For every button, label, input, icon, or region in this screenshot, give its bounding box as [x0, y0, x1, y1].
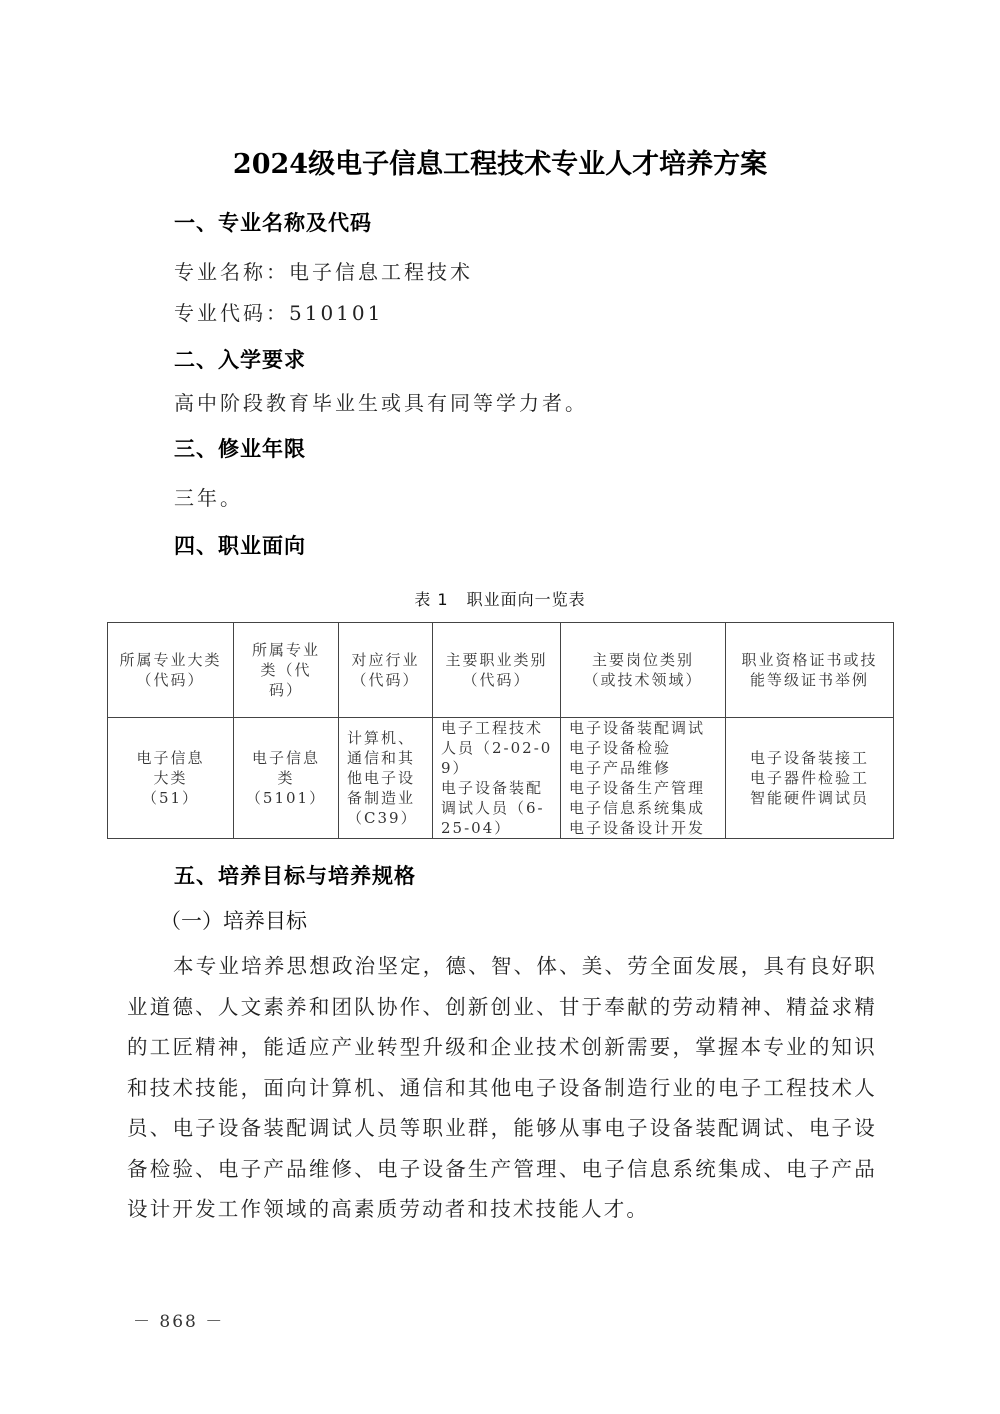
- table-cell: [108, 718, 234, 839]
- table-cell: [561, 718, 726, 839]
- cell-line: 电子设备设计开发: [569, 819, 706, 837]
- table-cell: [433, 718, 561, 839]
- header-line: 所属专业: [251, 641, 320, 659]
- cell-line: 通信和其: [347, 749, 416, 767]
- cell-line: 电子设备生产管理: [569, 779, 706, 797]
- section-4-heading: 四、职业面向: [174, 534, 306, 558]
- cell-line: 人员（2-02-0: [441, 739, 553, 757]
- section-2-heading: 二、入学要求: [174, 348, 306, 372]
- major-name-label: 专业名称：: [174, 260, 289, 284]
- header-line: 主要岗位类别: [591, 651, 694, 669]
- table-caption-number: 表 1: [414, 590, 449, 609]
- header-line: （代码）: [136, 671, 205, 689]
- header-cell: [108, 623, 234, 718]
- cell-line: 智能硬件调试员: [749, 789, 869, 807]
- table-cell: [339, 718, 433, 839]
- cell-line: 类: [277, 769, 295, 787]
- header-line: 码）: [268, 681, 303, 699]
- training-objective-paragraph: 本专业培养思想政治坚定，德、智、体、美、劳全面发展，具有良好职业道德、人文素养和团队协作、创新创业、甘于奉献的劳动精神、精益求精的工匠精神，能适应产业转型升级和企业技术创新需要，掌握本专业的知识和技术技能，面向计算机、通信和其他电子设备制造行业的电子工程技术人员、电子设备装配调试人员等职业群，能够从事电子设备装配调试、电子设备检验、电子产品维修、电子设备生产管理、电子信息系统集成、电子产品设计开发工作领域的高素质劳动者和技术技能人才。: [127, 954, 877, 1221]
- header-cell: [433, 623, 561, 718]
- header-line: 主要职业类别: [445, 651, 548, 669]
- cell-line: 9）: [441, 759, 470, 777]
- header-line: 所属专业大类: [119, 651, 222, 669]
- cell-line: （5101）: [245, 789, 327, 807]
- cell-line: （C39）: [347, 809, 418, 827]
- major-name-line: [174, 256, 473, 285]
- header-line: 类（代: [260, 661, 312, 679]
- cell-line: 电子产品维修: [569, 759, 672, 777]
- header-line: 能等级证书举例: [749, 671, 869, 689]
- table-header-row: [108, 623, 894, 718]
- cell-line: 电子设备装配: [441, 779, 544, 797]
- table-cell: [234, 718, 339, 839]
- table-caption-title: 职业面向一览表: [466, 590, 586, 609]
- table-caption: [0, 587, 1000, 610]
- header-line: （代码）: [351, 671, 420, 689]
- header-cell: [726, 623, 894, 718]
- header-line: 对应行业: [351, 651, 420, 669]
- cell-line: 电子设备装配调试: [569, 719, 706, 737]
- cell-line: 电子信息: [251, 749, 320, 767]
- section-3-heading: 三、修业年限: [174, 437, 306, 461]
- cell-line: 大类: [153, 769, 188, 787]
- cell-line: 他电子设: [347, 769, 416, 787]
- cell-line: （51）: [141, 789, 200, 807]
- header-line: 职业资格证书或技: [741, 651, 878, 669]
- header-cell: [561, 623, 726, 718]
- cell-line: 调试人员（6-: [441, 799, 545, 817]
- header-cell: [234, 623, 339, 718]
- cell-line: 电子信息系统集成: [569, 799, 706, 817]
- cell-line: 电子工程技术: [441, 719, 544, 737]
- study-duration: 三年。: [174, 486, 243, 510]
- cell-line: 电子器件检验工: [749, 769, 869, 787]
- cell-line: 25-04）: [441, 819, 512, 837]
- cell-line: 计算机、: [347, 729, 416, 747]
- table-cell: [726, 718, 894, 839]
- cell-line: 电子信息: [136, 749, 205, 767]
- table-row: [108, 718, 894, 839]
- section-1-heading: 一、专业名称及代码: [174, 211, 372, 235]
- section-5-heading: 五、培养目标与培养规格: [174, 864, 416, 888]
- cell-line: 电子设备装接工: [749, 749, 869, 767]
- major-code-line: [174, 297, 383, 326]
- cell-line: 备制造业: [347, 789, 416, 807]
- admission-requirement: 高中阶段教育毕业生或具有同等学力者。: [174, 391, 588, 415]
- major-code-value: 510101: [289, 301, 384, 325]
- career-orientation-table: [107, 622, 894, 839]
- header-line: （或技术领域）: [583, 671, 703, 689]
- cell-line: 电子设备检验: [569, 739, 672, 757]
- major-name-value: 电子信息工程技术: [289, 260, 473, 284]
- header-cell: [339, 623, 433, 718]
- page-number: － 868 －: [133, 1312, 225, 1332]
- page-title: 2024级电子信息工程技术专业人才培养方案: [232, 149, 768, 180]
- subsection-heading: （一）培养目标: [160, 909, 307, 933]
- header-line: （代码）: [462, 671, 531, 689]
- major-code-label: 专业代码：: [174, 301, 289, 325]
